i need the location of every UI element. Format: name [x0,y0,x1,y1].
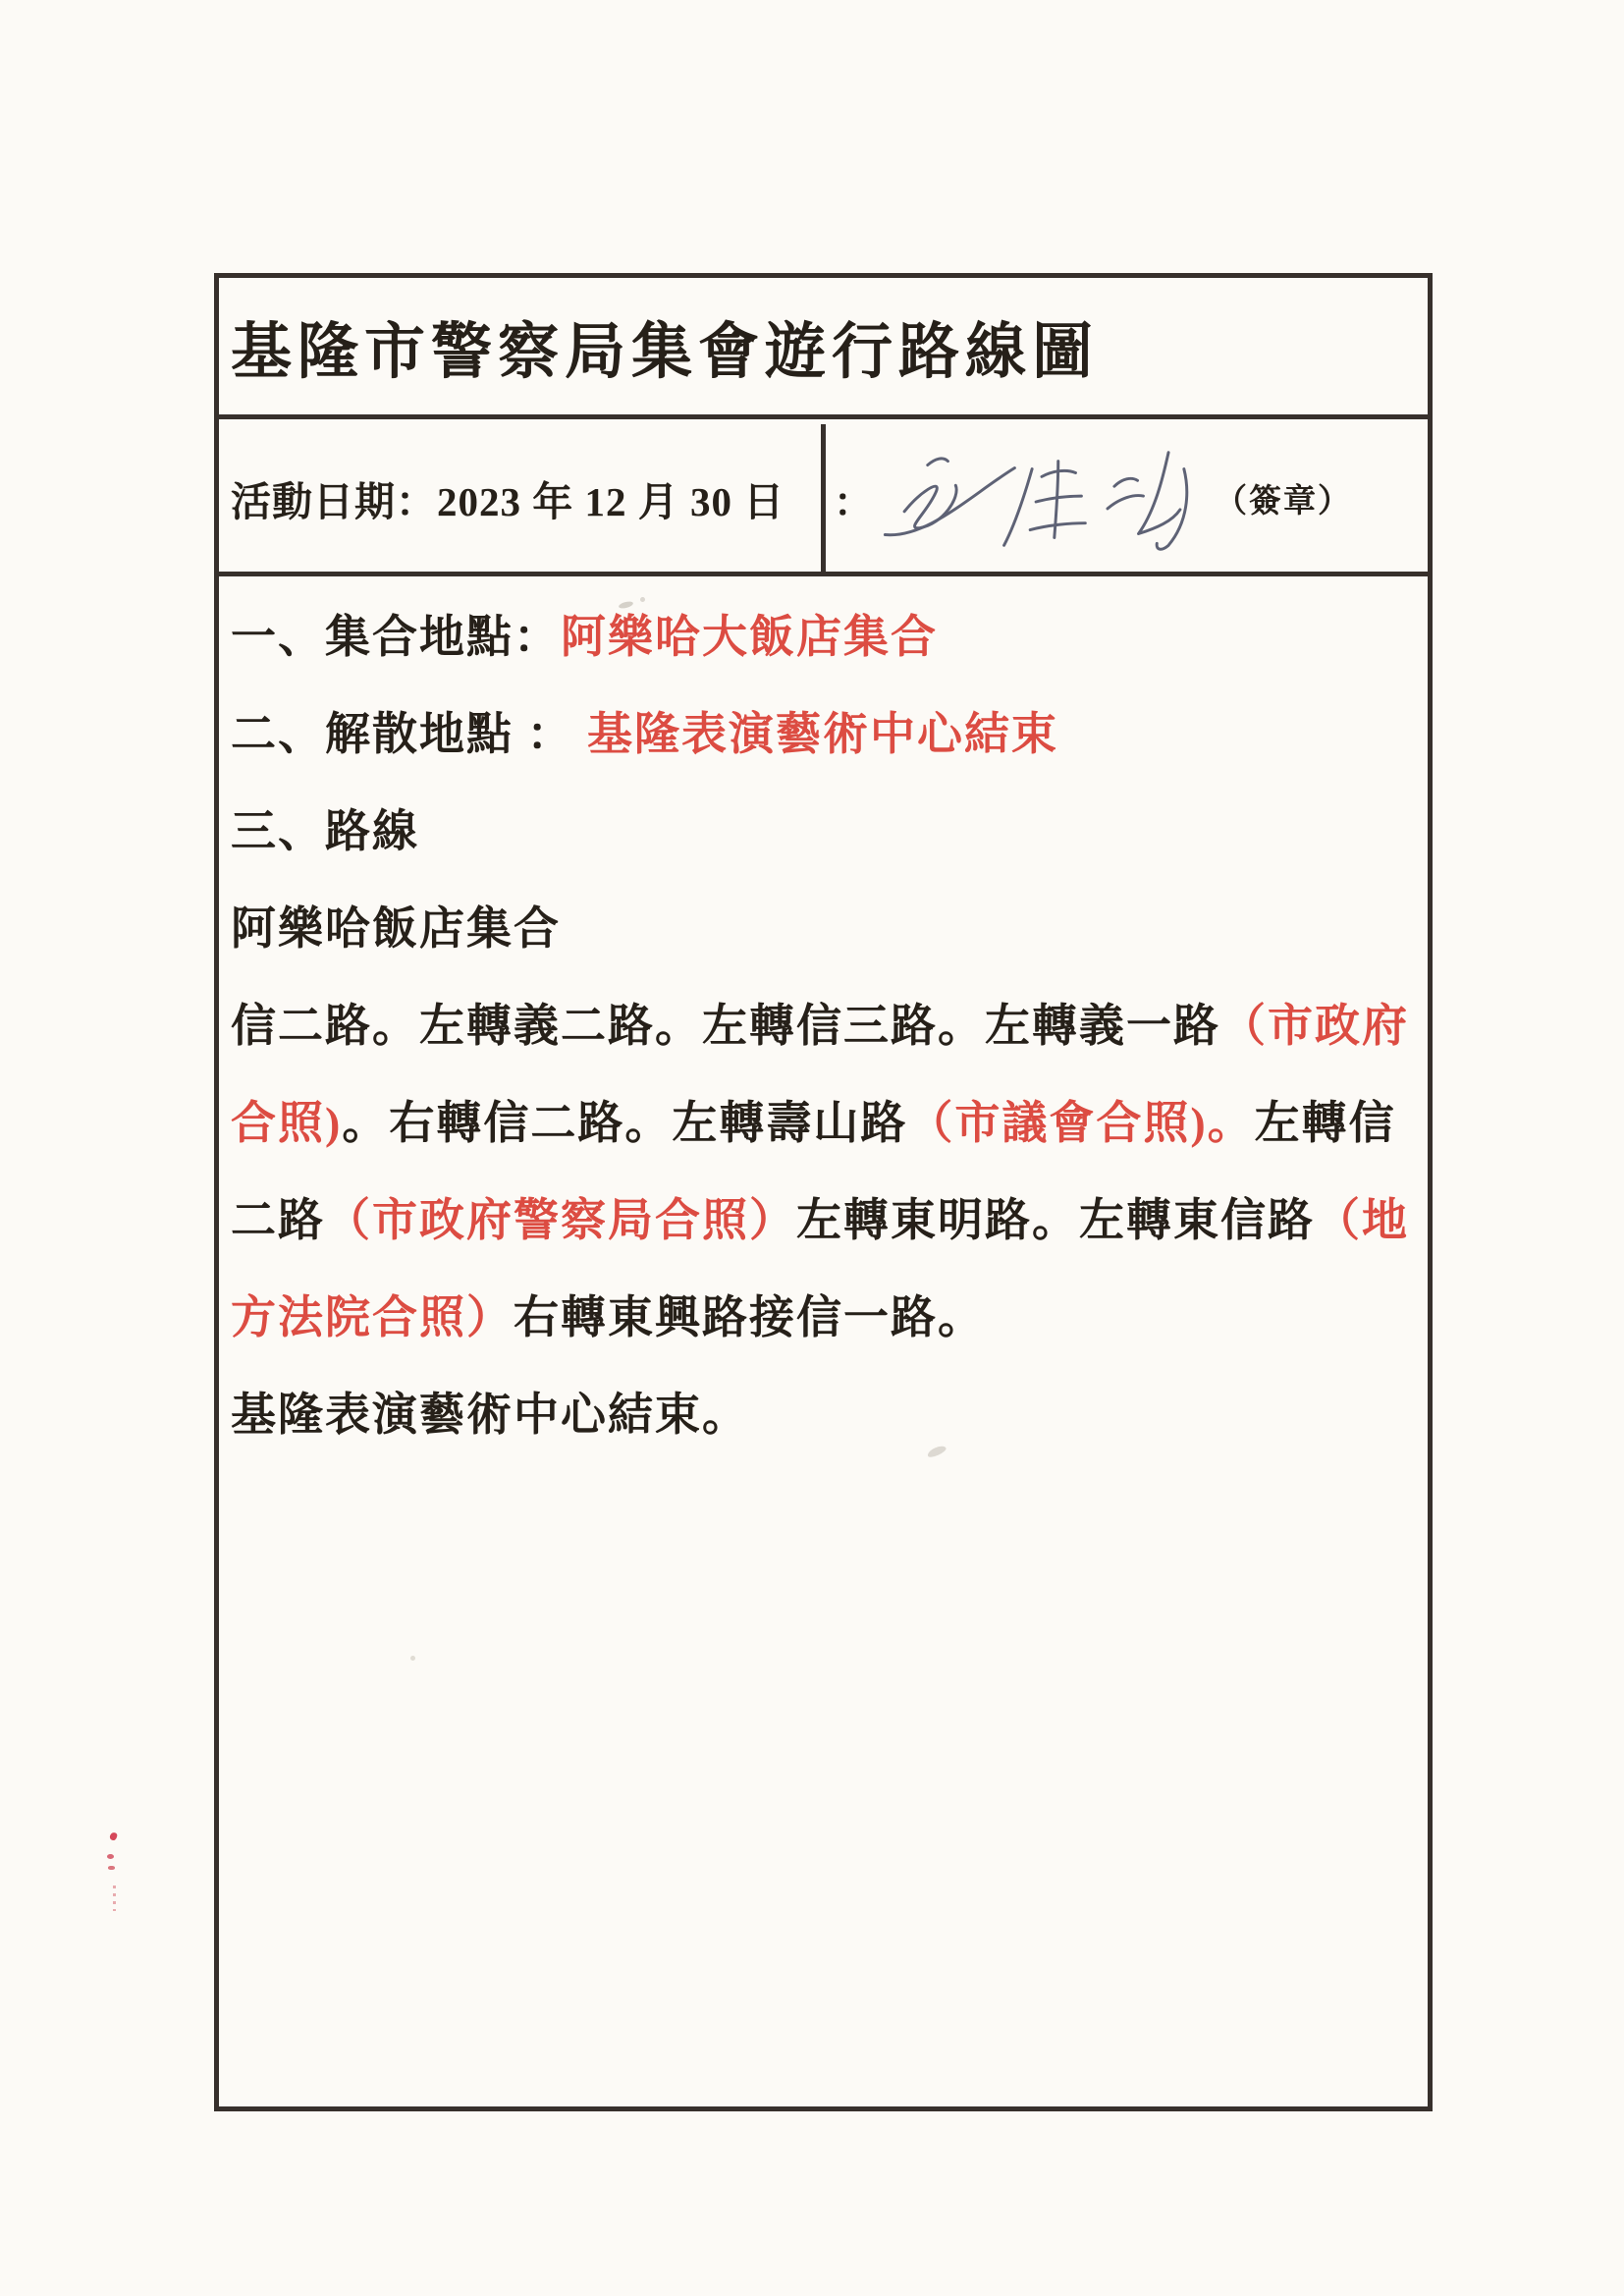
document-frame [214,273,1433,2111]
route-highlight-red: 基隆表演藝術中心結束 [587,708,1058,759]
route-highlight-red: 合照) [231,1097,343,1148]
route-text: 基隆表演藝術中心結束。 [231,1389,749,1440]
event-date-cell [219,424,826,572]
event-date-text: 活動日期：2023 年 12 月 30 日 [231,478,785,524]
route-highlight-red: （市政府 [1220,1000,1409,1051]
text-line [231,779,1420,876]
text-line [231,1070,1420,1168]
text-line [231,1168,1420,1265]
route-description [219,576,1428,2106]
signature-cell [826,424,1428,572]
red-margin-mark [107,1854,114,1859]
route-text: 。右轉信二路。左轉壽山路 [342,1097,908,1148]
route-highlight-red: （市議會合照)。 [907,1097,1255,1148]
route-text: 二路 [231,1194,325,1245]
route-text: 左轉東明路。左轉東信路 [796,1194,1315,1245]
title-row [219,278,1428,419]
seal-label: （簽章） [1215,483,1352,519]
route-highlight-red: 阿樂哈大飯店集合 [561,611,938,662]
signature-colon: ： [834,479,873,524]
text-line [231,1265,1420,1362]
text-line [231,682,1420,779]
route-text: 三、路線 [231,805,419,856]
route-highlight-red: （地 [1315,1194,1409,1245]
text-line [231,973,1420,1070]
handwritten-signature-icon [877,436,1207,568]
text-line [231,876,1420,973]
route-text: 左轉信 [1254,1097,1396,1148]
route-text: 信二路。左轉義二路。左轉信三路。左轉義一路 [231,1000,1220,1051]
document-title: 基隆市警察局集會遊行路線圖 [231,319,1100,386]
red-margin-mark [108,1866,115,1870]
date-row [219,424,1428,576]
route-text: 右轉東興路接信一路。 [514,1291,985,1342]
red-margin-mark [109,1831,118,1841]
route-text: 阿樂哈飯店集合 [231,902,561,954]
route-text: 一、集合地點： [231,611,561,662]
text-line [231,1362,1420,1459]
text-line [231,584,1420,682]
route-highlight-red: （市政府警察局合照） [325,1194,796,1245]
route-highlight-red: 方法院合照） [231,1291,514,1342]
route-text: 二、解散地點 ： [231,708,587,759]
red-margin-mark [113,1886,116,1911]
